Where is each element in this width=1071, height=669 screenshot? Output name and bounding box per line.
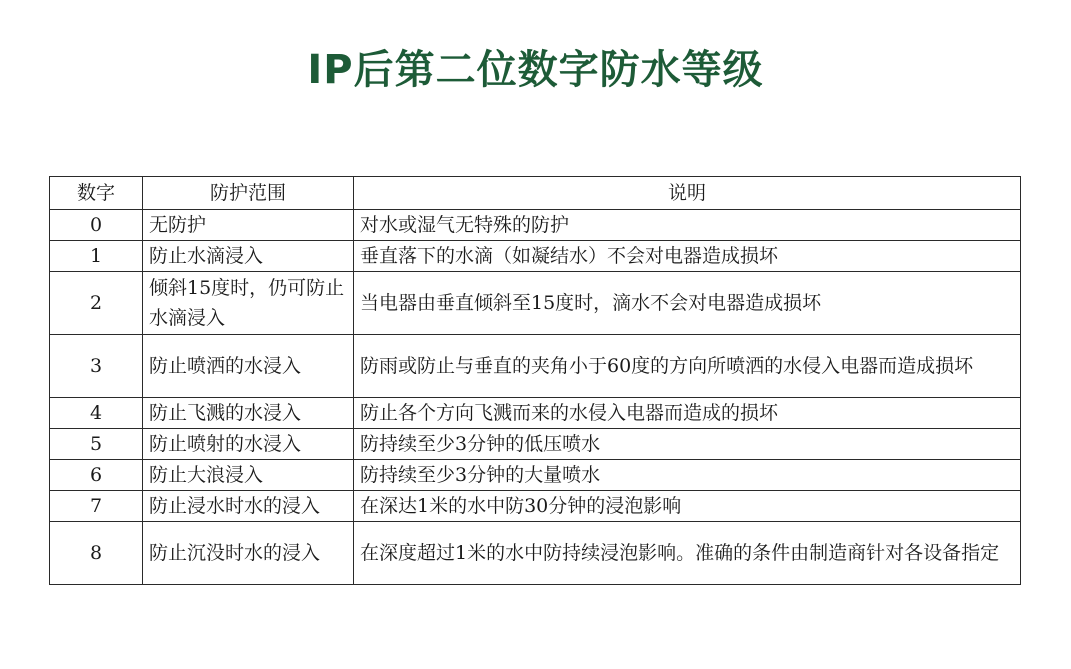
row-description: 防持续至少3分钟的大量喷水 — [354, 460, 1021, 491]
row-number: 6 — [50, 460, 143, 491]
table-row — [50, 429, 1021, 460]
table-row — [50, 210, 1021, 241]
row-description: 在深达1米的水中防30分钟的浸泡影响 — [354, 491, 1021, 522]
row-scope: 倾斜15度时，仍可防止水滴浸入 — [143, 272, 354, 335]
header-number: 数字 — [50, 177, 143, 210]
row-description: 垂直落下的水滴（如凝结水）不会对电器造成损坏 — [354, 241, 1021, 272]
table-header-row — [50, 177, 1021, 210]
header-scope: 防护范围 — [143, 177, 354, 210]
row-description: 对水或湿气无特殊的防护 — [354, 210, 1021, 241]
table-row — [50, 398, 1021, 429]
row-scope: 防止水滴浸入 — [143, 241, 354, 272]
row-description: 防持续至少3分钟的低压喷水 — [354, 429, 1021, 460]
row-number: 3 — [50, 335, 143, 398]
row-number: 8 — [50, 522, 143, 585]
table-row — [50, 491, 1021, 522]
row-description: 在深度超过1米的水中防持续浸泡影响。准确的条件由制造商针对各设备指定 — [354, 522, 1021, 585]
row-number: 1 — [50, 241, 143, 272]
header-description: 说明 — [354, 177, 1021, 210]
row-number: 2 — [50, 272, 143, 335]
table-row — [50, 522, 1021, 585]
row-number: 0 — [50, 210, 143, 241]
row-number: 5 — [50, 429, 143, 460]
row-description: 当电器由垂直倾斜至15度时，滴水不会对电器造成损坏 — [354, 272, 1021, 335]
row-scope: 防止喷射的水浸入 — [143, 429, 354, 460]
row-description: 防雨或防止与垂直的夹角小于60度的方向所喷洒的水侵入电器而造成损坏 — [354, 335, 1021, 398]
table-row — [50, 460, 1021, 491]
table-row — [50, 272, 1021, 335]
page-title: IP后第二位数字防水等级 — [307, 47, 764, 93]
table-row — [50, 335, 1021, 398]
table-row — [50, 241, 1021, 272]
row-number: 4 — [50, 398, 143, 429]
row-scope: 防止沉没时水的浸入 — [143, 522, 354, 585]
ip-rating-table — [49, 176, 1021, 585]
row-scope: 防止飞溅的水浸入 — [143, 398, 354, 429]
row-number: 7 — [50, 491, 143, 522]
row-scope: 防止浸水时水的浸入 — [143, 491, 354, 522]
row-scope: 无防护 — [143, 210, 354, 241]
row-description: 防止各个方向飞溅而来的水侵入电器而造成的损坏 — [354, 398, 1021, 429]
row-scope: 防止大浪浸入 — [143, 460, 354, 491]
row-scope: 防止喷洒的水浸入 — [143, 335, 354, 398]
